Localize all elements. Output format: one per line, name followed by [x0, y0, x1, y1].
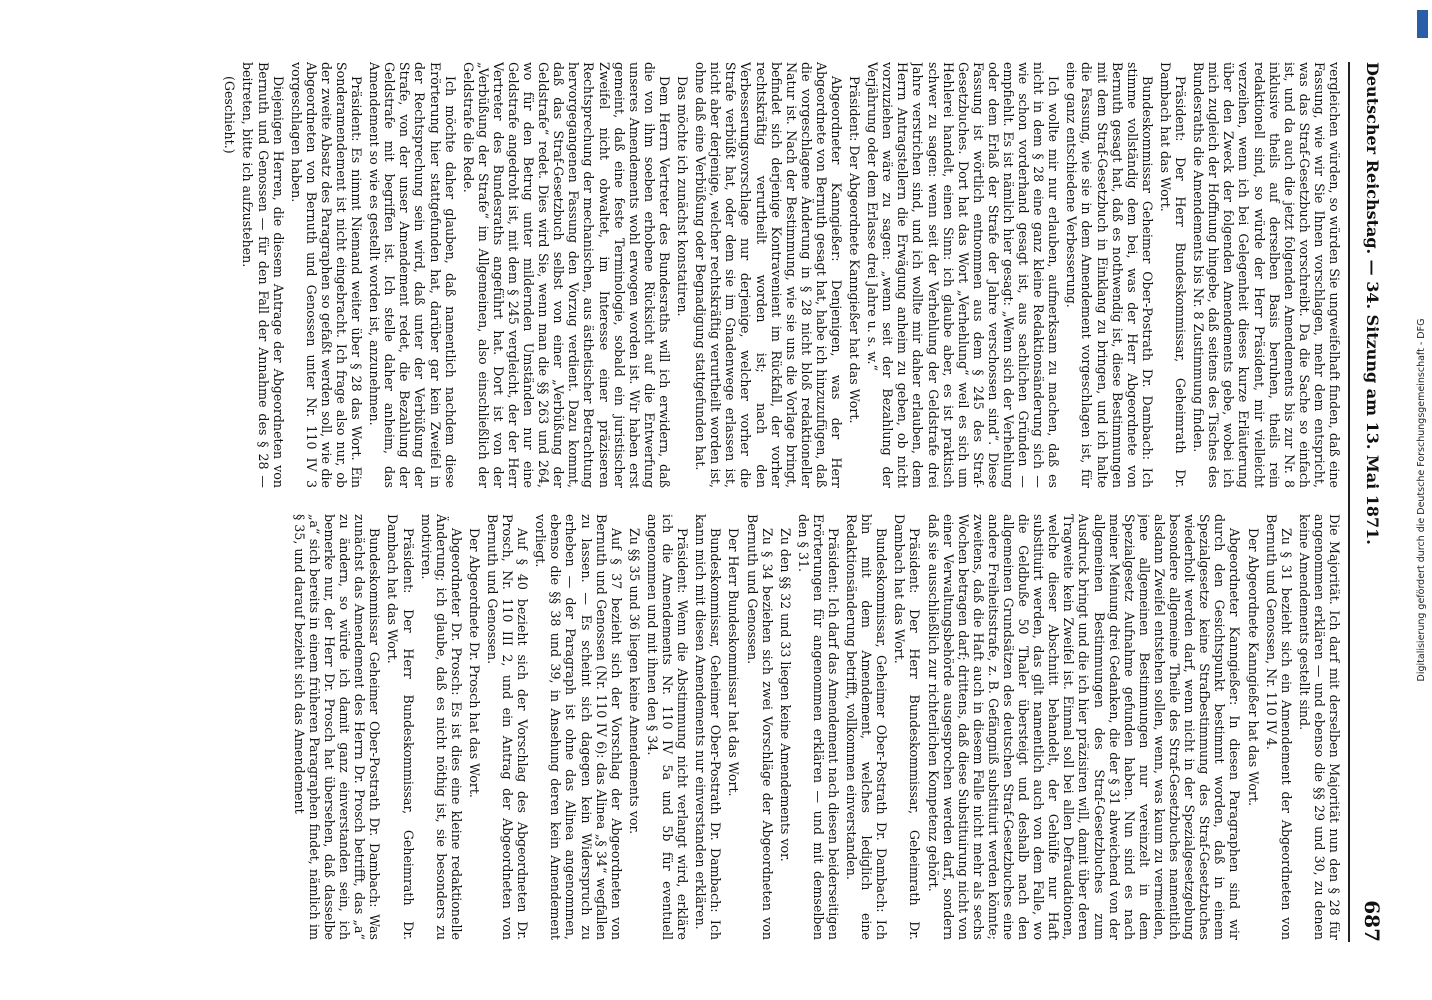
right-column-paragraph: Auf § 37 bezieht sich der Vorschlag der Abgeordneten von Bernuth und Genossen (Nr. 110 IV 6): das Alinea „§ 34“ wegfallen zu lassen. — Es scheint sich dagegen kein Widerspruch zu erheben — der Paragraph ist ohne das Alinea angenommen, ebenso die §§ 38 und 39, in Ansehung deren kein Amendement vorliegt.	[533, 514, 624, 940]
right-column-paragraph: Zu §§ 35 und 36 liegen keine Amendements vor.	[626, 528, 642, 835]
digitization-credit: Digitalisierung gefördert durch die Deutsche Forschungsgemeinschaft - DFG	[1416, 318, 1427, 682]
right-column-paragraph: Zu § 34 beziehen sich zwei Vorschläge der Abgeordneten von Bernuth und Genossen.	[744, 514, 775, 940]
left-column-paragraph: Präsident: Es nimmt Niemand weiter über § 28 das Wort. Ein Sonderamendement ist nicht eingebracht. Ich frage also nur, ob der zweite Absatz des Paragraphen so gefaßt werden soll, wie die Abgeordneten von Bernuth und Genossen unter Nr. 110 IV 3 vorgeschlagen haben.	[288, 62, 365, 488]
right-column-paragraph: Zu den §§ 32 und 33 liegen keine Amendements vor.	[777, 528, 793, 862]
right-column-paragraph: Bundeskommissar, Geheimer Ober-Postrath Dr. Dambach: Ich kann mich mit diesen Amendements nur einverstanden erklären.	[693, 514, 724, 940]
right-column-paragraph: Zu § 31 bezieht sich ein Amendement der Abgeordneten von Bernuth und Genossen, Nr. 110 IV 4.	[1263, 514, 1294, 940]
left-column-paragraph: Ich wollte mir nur erlauben, aufmerksam zu machen, daß es nicht in dem § 28 eine ganz kleine Redaktionsänderung sich — wie schon vorderhand gesagt ist, aus sachlichen Gründen — empfiehlt. Es ist nämlich hier gesagt: „Wenn sich der Verhehlung oder dem Erlaß der Strafe der Jahre verschossen sind“. Diese Fassung ist wörtlich entnommen aus dem § 245 des Straf-Gesetzbuches. Dort hat das Wort „Verhehlung“ weil es sich um Hehlerei handelt, einen Sinn: ich glaube aber, es ist praktisch schwer zu sagen: wenn seit der Verhehlung der Geldstrafe drei Jahre verstrichen sind, und ich wollte mir daher erlauben, dem Herrn Antragstellern die Erwägung anheim zu geben, ob nicht vorzuziehen wäre zu sagen: „wenn seit der Bezahlung der Verjährung oder dem Erlasse drei Jahre u. s. w.“	[865, 62, 1062, 488]
left-column-paragraph: Präsident: Der Abgeordnete Kanngießer hat das Wort.	[847, 76, 863, 424]
left-column-paragraph: Bundeskommissar Geheimer Ober-Postrath Dr. Dambach: Ich stimme vollständig dem bei, was der Herr Abgeordnete von Bernuth gesagt hat, daß es nothwendig ist, diese Bestimmungen mit dem Straf-Gesetzbuch in Einklang zu bringen, und ich halte die Fassung, wie sie in dem Amendement vorgeschlagen ist, für eine ganz entschiedene Verbesserung.	[1064, 62, 1155, 488]
right-column-paragraph: Bundeskommissar, Geheimer Ober-Postrath Dr. Dambach: Ich bin mit dem Amendement, welches lediglich eine Redaktionsänderung betrifft, vollkommen einverstanden.	[844, 514, 890, 940]
left-column-paragraph: (Geschieht.)	[222, 76, 238, 154]
right-column-paragraph: Die Majorität. Ich darf mit derselben Majorität nun den § 28 für angenommen erklären — und ebenso die §§ 29 und 30, zu denen keine Amendements gestellt sind.	[1296, 514, 1342, 940]
left-column	[65, 62, 1342, 488]
left-column-paragraph: Ich möchte daher glauben, daß namentlich nachdem diese Erörterung hier stattgefunden hat, darüber gar kein Zweifel in der Rechtsprechung sein wird, daß unter der Verbüßung der Strafe, von der unser Amendement redet, die Bezahlung der Geldstrafe mit begriffen ist. Ich stelle daher anheim, das Amendement so wie es gestellt worden ist, anzunehmen.	[367, 62, 458, 488]
left-column-paragraph: Abgeordneter Kanngießer: Denjenigen, was der Herr Abgeordnete von Bernuth gesagt hat, habe ich hinzuzufügen, daß die vorgeschlagene Änderung in § 28 nicht bloß redaktioneller Natur ist. Nach der Bestimmung, wie sie uns die Vorlage bringt, befindet sich derjenige Kontravenient im Rückfall, der vorher rechtskräftig verurtheilt worden ist; nach den Verbesserungsvorschlage nur derjenige, welcher vorher die Strafe verbüßt hat, oder dem sie im Gnadenwege erlassen ist, nicht aber derjenige, welcher rechtskräftig verurtheilt worden ist, ohne daß eine Verbüßung oder Begnadigung stattgefunden hat.	[693, 62, 844, 488]
right-column-paragraph: Bundeskommissar Geheimer Ober-Postrath Dr. Dambach: Was zunächst das Amendement des Herrn Dr. Prosch betrifft, das „a“ zu ändern, so würde ich damit ganz einverstanden sein, ich bemerke nur, der Herr Dr. Prosch hat übersehen, daß dasselbe „a“ sich bereits in einem früheren Paragraphen findet, nämlich im § 35, und darauf bezieht sich das Amendement	[291, 514, 383, 940]
right-column-paragraph: Abgeordneter Dr. Prosch: Es ist dies eine kleine redaktionelle Änderung; ich glaube, daß es nicht nöthig ist, sie besonders zu motiviren.	[418, 514, 464, 940]
dfg-logo	[1417, 10, 1428, 38]
right-column-paragraph: Präsident: Ich darf das Amendement nach diesen beiderseitigen Erörterungen für angenommen erklären — und mit demselben den § 31.	[795, 514, 841, 940]
right-column-paragraph: Präsident: Der Herr Bundeskommissar, Geheimrath Dr. Dambach hat das Wort.	[892, 514, 923, 940]
left-column-paragraph: Das möchte ich zunächst konstatiren.	[675, 76, 691, 317]
left-column-paragraph: Dem Herrn Vertreter des Bundesraths will ich erwidern, daß die von ihm soeben erhobene Rücksicht auf die Entwerfung unseres Amendements wohl erwogen worden ist. Wir haben erst gemeint, daß eine feste Terminologie, sobald ein juristischer Zweifel nicht obwaltet, im Interesse einer präziseren Rechtsprechung der mechanischen, aus ästhetischer Betrachtung hervorgegangenen Fassung den Vorzug verdient. Dazu kommt, daß das Straf-Gesetzbuch selbst von einer „Verbüßung der Geldstrafe“ redet. Dies wird Sie, wenn man die §§ 263 und 264, wo für den Betrug unter mildernden Umständen nur eine Geldstrafe angedroht ist, mit dem § 245 vergleicht, der der Herr Vertreter des Bundesraths angeführt hat. Dort ist von der „Verbüßung der Strafe“ im Allgemeinen, also einschließlich der Geldstrafe die Rede.	[460, 62, 672, 488]
page-header	[1348, 62, 1390, 942]
right-column-paragraph: Der Abgeordnete Kanngießer hat das Wort.	[1245, 528, 1261, 807]
text-columns	[65, 62, 1342, 942]
right-column-paragraph: Präsident: Wenn die Abstimmung nicht verlangt wird, erkläre ich die Amendements Nr. 110 IV 5a und 5b für eventuell angenommen und mit ihnen den § 34.	[644, 514, 691, 940]
right-column-paragraph: Der Herr Bundeskommissar hat das Wort.	[726, 528, 742, 797]
running-title: Deutscher Reichstag. — 34. Sitzung am 13. Mai 1871.	[1363, 62, 1382, 545]
right-column-paragraph: Präsident: Der Herr Bundeskommissar, Geheimrath Dr. Dambach hat das Wort.	[385, 514, 416, 940]
right-column-paragraph: Auf § 40 bezieht sich der Vorschlag des Abgeordneten Dr. Prosch, Nr. 110 III 2, und ein Antrag der Abgeordneten von Bernuth und Genossen.	[485, 514, 531, 940]
page-number: 687	[1360, 900, 1384, 942]
left-column-paragraph: Präsident: Der Herr Bundeskommissar, Geheimrath Dr. Dambach hat das Wort.	[1157, 62, 1189, 488]
right-column-paragraph: Abgeordneter Kanngießer: In diesen Paragraphen sind wir durch den Gesichtspunkt bestimmt worden, daß in einem Spezialgesetze keine Strafbestimmung des Straf-Gesetzbuches wiederholt werden darf, wenn nicht in der Spezialgesetzgebung besondere allgemeine Theile des Straf-Gesetzbuches namentlich alsdann Zweifel entstehen sollen, wenn, was kaum zu vermeiden, jene allgemeinen Bestimmungen nur vereinzelt in dem Spezialgesetz Aufnahme gefunden haben. Nun sind es nach meiner Meinung drei Gedanken, die der § 31 abweichend von der allgemeinen Bestimmungen des Straf-Gesetzbuches zum Ausdruck bringt und die ich hier präzisiren will, damit über deren Tragweite kein Zweifel ist. Einmal soll bei allen Defraudationen, welche dieser Abschnitt behandelt, der Gehülfe nur Haft substituirt werden, das gilt namentlich auch von dem Falle, wo die Geldbuße 50 Thaler übersteigt und deshalb nach den allgemeinen Grundsätzen des deutschen Straf-Gesetzbuches eine andere Freiheitsstrafe, z. B. Gefängniß substituirt werden könnte; zweitens, daß die Haft auch in diesem Falle nicht mehr als sechs Wochen betragen darf; drittens, daß diese Substituirung nicht von einer Verwaltungsbehörde ausgesprochen werden darf, sondern daß sie ausschließlich zur richterlichen Kompetenz gehört.	[925, 514, 1243, 940]
left-column-paragraph: vergleichen würden, so würden Sie ungweifelhaft finden, daß eine Fassung, wie wir Sie Ihnen vorschlagen, mehr dem entspricht, was das Straf-Gesetzbuch vorschreibt. Da die Sache so einfach ist, und da auch die jetzt folgenden Amendements bis zur Nr. 8 inklusive theils auf derselben Basis beruhen, theils rein redaktionell sind, so würde der Herr Präsident, mir vielleicht verzeihen, wenn ich bei Gelegenheit dieses kurze Erläuterung über den Zweck der folgenden Amendements gebe, wobei ich mich zugleich der Hoffnung hingebe, daß seitens des Tisches des Bundesraths die Amendements bis Nr. 8 Zustimmung finden.	[1191, 62, 1342, 488]
right-column-paragraph: Der Abgeordnete Dr. Prosch hat das Wort.	[466, 528, 482, 798]
scanned-page	[65, 52, 1390, 952]
digitization-credit-strip	[1415, 8, 1429, 992]
right-column	[65, 514, 1342, 940]
left-column-paragraph: Diejenigen Herren, die diesem Antrage der Abgeordneten von Bernuth und Genossen — für den Fall der Annahme des § 28 — beitreten, bitte ich aufzustehen.	[240, 62, 286, 488]
